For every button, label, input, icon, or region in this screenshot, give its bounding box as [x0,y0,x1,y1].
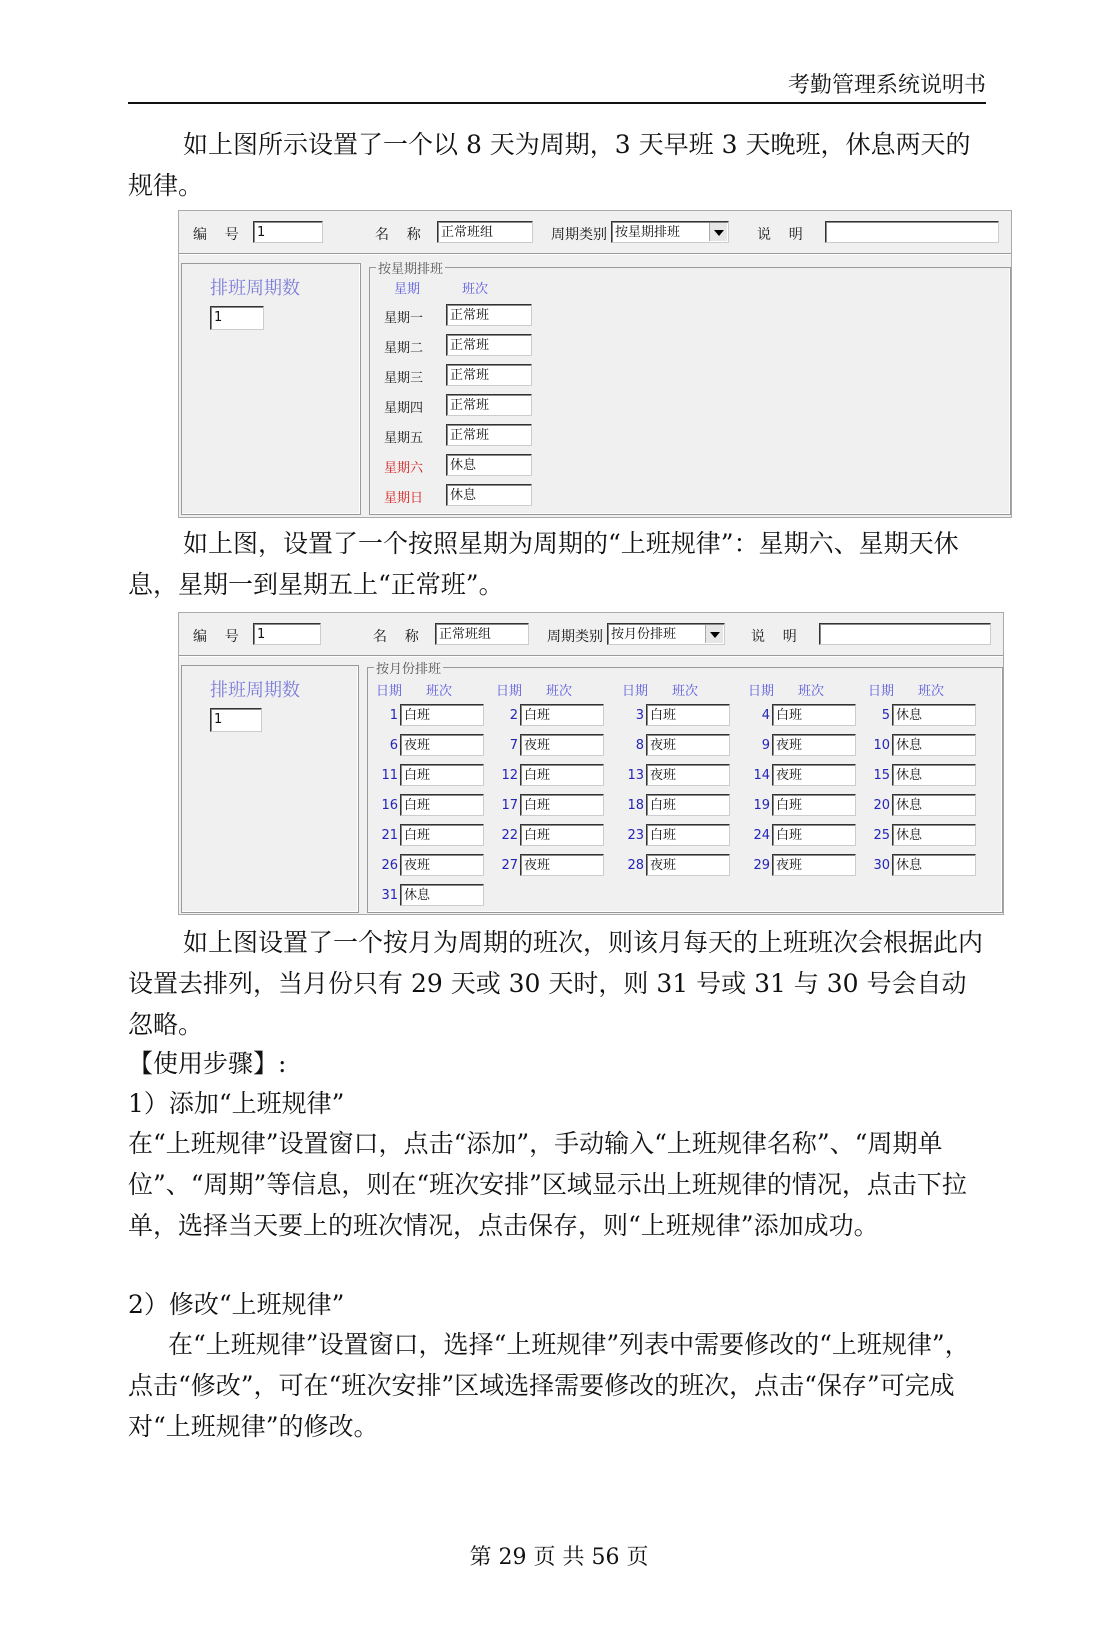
date-label: 23 [627,828,644,843]
weekday-label: 星期二 [384,341,424,356]
description-label: 说 明 [751,629,797,645]
date-label: 17 [501,798,518,813]
date-label: 13 [627,768,644,783]
date-label: 6 [389,738,398,753]
cycle-type-value: 按月份排班 [611,627,677,642]
shift-select[interactable]: 白班 [772,794,856,816]
date-label: 4 [761,708,770,723]
date-label: 5 [881,708,890,723]
cycle-type-label: 周期类别 [551,227,607,243]
column-header-date: 日期 [748,684,775,699]
description-input[interactable] [825,221,999,243]
date-label: 16 [381,798,398,813]
name-label: 名 称 [375,227,421,243]
shift-select[interactable]: 白班 [520,764,604,786]
cycle-count-input[interactable]: 1 [210,708,262,732]
shift-select[interactable]: 白班 [772,704,856,726]
weekday-label: 星期六 [384,461,424,476]
column-header-date: 日期 [868,684,895,699]
weekday-label: 星期日 [384,491,424,506]
date-label: 26 [381,858,398,873]
cycle-type-value: 按星期排班 [615,225,681,240]
cycle-count-panel [181,263,361,515]
date-label: 9 [761,738,770,753]
shift-select[interactable]: 夜班 [772,854,856,876]
shift-select[interactable]: 白班 [400,824,484,846]
shift-select[interactable]: 正常班 [446,424,532,446]
shift-select[interactable]: 休息 [892,824,976,846]
date-label: 18 [627,798,644,813]
shift-select[interactable]: 白班 [772,824,856,846]
cycle-count-label: 排班周期数 [210,680,300,701]
shift-select[interactable]: 白班 [646,794,730,816]
step-2-body: 在“上班规律”设置窗口，选择“上班规律”列表中需要修改的“上班规律”，点击“修改”，可在“班次安排”区域选择需要修改的班次，点击“保存”可完成对“上班规律”的修改。 [128,1330,970,1441]
description-input[interactable] [819,623,991,645]
shift-select[interactable]: 夜班 [646,734,730,756]
shift-select[interactable]: 白班 [400,794,484,816]
weekly-group-box [369,262,1011,515]
cycle-count-input[interactable]: 1 [210,306,264,330]
weekday-label: 星期四 [384,401,424,416]
shift-select[interactable]: 夜班 [520,854,604,876]
step-1-body: 在“上班规律”设置窗口，点击“添加”，手动输入“上班规律名称”、“周期单位”、“周期”等信息，则在“班次安排”区域显示出上班规律的情况，点击下拉单，选择当天要上的班次情况，点击保存，则“上班规律”添加成功。 [128,1129,967,1240]
shift-select[interactable]: 夜班 [772,734,856,756]
date-label: 2 [509,708,518,723]
step-1-title: 1）添加“上班规律” [128,1089,345,1118]
page-footer: 第 29 页 共 56 页 [469,1545,649,1570]
id-label: 编 号 [193,227,239,243]
date-label: 8 [635,738,644,753]
shift-select[interactable]: 休息 [892,734,976,756]
date-label: 1 [389,708,398,723]
date-label: 14 [753,768,770,783]
column-header-shift: 班次 [462,282,489,297]
name-input[interactable]: 正常班组 [435,623,529,645]
shift-select[interactable]: 夜班 [400,854,484,876]
date-label: 24 [753,828,770,843]
shift-select[interactable]: 夜班 [772,764,856,786]
column-header-date: 日期 [376,684,403,699]
date-label: 15 [873,768,890,783]
paragraph-1: 如上图所示设置了一个以 8 天为周期，3 天早班 3 天晚班，休息两天的规律。 [128,130,971,200]
id-label: 编 号 [193,629,239,645]
shift-select[interactable]: 休息 [446,484,532,506]
shift-select[interactable]: 白班 [646,704,730,726]
date-label: 10 [873,738,890,753]
date-label: 29 [753,858,770,873]
column-header-shift: 班次 [426,684,453,699]
column-header-shift: 班次 [918,684,945,699]
shift-select[interactable]: 白班 [520,824,604,846]
date-label: 3 [635,708,644,723]
column-header-shift: 班次 [672,684,699,699]
page-header [128,64,986,104]
id-input[interactable]: 1 [253,623,321,645]
column-header-day: 星期 [394,282,421,297]
date-label: 11 [381,768,398,783]
weekday-label: 星期一 [384,311,424,326]
paragraph-3: 如上图设置了一个按月为周期的班次，则该月每天的上班班次会根据此内设置去排列，当月份只有 29 天或 30 天时，则 31 号或 31 与 30 号会自动忽略。 [128,928,984,1039]
divider [179,655,1003,657]
cycle-count-panel [181,665,359,913]
name-input[interactable]: 正常班组 [437,221,533,243]
shift-select[interactable]: 休息 [892,704,976,726]
date-label: 30 [873,858,890,873]
column-header-date: 日期 [622,684,649,699]
weekly-schedule-screenshot [178,210,1012,518]
shift-select[interactable]: 正常班 [446,364,532,386]
shift-select[interactable]: 夜班 [520,734,604,756]
date-label: 22 [501,828,518,843]
shift-select[interactable]: 夜班 [400,734,484,756]
shift-select[interactable]: 正常班 [446,304,532,326]
column-header-shift: 班次 [798,684,825,699]
column-header-shift: 班次 [546,684,573,699]
divider [179,253,1011,255]
cycle-count-label: 排班周期数 [210,278,300,299]
shift-select[interactable]: 白班 [520,794,604,816]
id-input[interactable]: 1 [253,221,323,243]
cycle-type-select[interactable] [611,221,729,243]
date-label: 31 [381,888,398,903]
name-label: 名 称 [373,629,419,645]
group-title: 按月份排班 [374,658,443,677]
shift-select[interactable]: 白班 [400,704,484,726]
shift-select[interactable]: 正常班 [446,334,532,356]
column-header-date: 日期 [496,684,523,699]
date-label: 21 [381,828,398,843]
header-title: 考勤管理系统说明书 [787,73,986,98]
date-label: 27 [501,858,518,873]
shift-select[interactable]: 白班 [400,764,484,786]
shift-select[interactable]: 休息 [400,884,484,906]
date-label: 25 [873,828,890,843]
shift-select[interactable]: 休息 [892,764,976,786]
chevron-down-icon[interactable] [705,625,723,643]
chevron-down-icon[interactable] [709,223,727,241]
cycle-type-select[interactable] [607,623,725,645]
date-label: 7 [509,738,518,753]
shift-select[interactable]: 夜班 [646,764,730,786]
group-title: 按星期排班 [376,258,445,277]
shift-select[interactable]: 夜班 [646,854,730,876]
date-label: 19 [753,798,770,813]
shift-select[interactable]: 休息 [446,454,532,476]
shift-select[interactable]: 白班 [646,824,730,846]
shift-select[interactable]: 休息 [892,854,976,876]
steps-title: 【使用步骤】: [128,1049,287,1078]
description-label: 说 明 [757,227,803,243]
shift-select[interactable]: 休息 [892,794,976,816]
monthly-group-box [367,662,1003,913]
date-label: 28 [627,858,644,873]
shift-select[interactable]: 白班 [520,704,604,726]
weekday-label: 星期三 [384,371,424,386]
step-2-title: 2）修改“上班规律” [128,1290,345,1319]
cycle-type-label: 周期类别 [547,629,603,645]
monthly-schedule-screenshot [178,612,1004,915]
weekday-label: 星期五 [384,431,424,446]
date-label: 20 [873,798,890,813]
paragraph-2: 如上图，设置了一个按照星期为周期的“上班规律”：星期六、星期天休息，星期一到星期五上“正常班”。 [128,529,959,599]
date-label: 12 [501,768,518,783]
shift-select[interactable]: 正常班 [446,394,532,416]
